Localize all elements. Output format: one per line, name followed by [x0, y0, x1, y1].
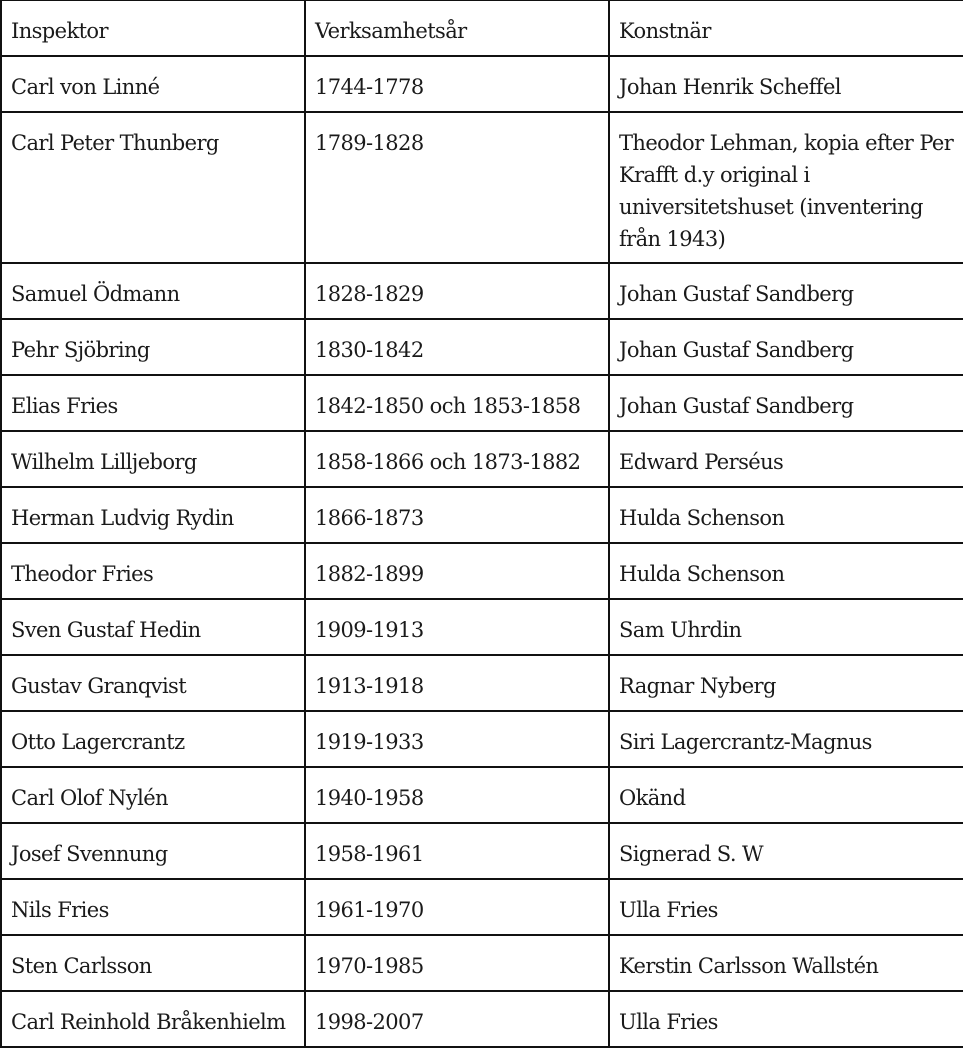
cell-inspektor: Josef Svennung — [1, 823, 305, 879]
table-row — [1, 767, 963, 823]
header-cell-inspektor: Inspektor — [1, 1, 305, 57]
cell-konstnar: Ulla Fries — [609, 991, 963, 1047]
cell-konstnar: Signerad S. W — [609, 823, 963, 879]
table-row — [1, 375, 963, 431]
table-row — [1, 599, 963, 655]
cell-konstnar: Edward Perséus — [609, 431, 963, 487]
table-row — [1, 263, 963, 319]
cell-verksamhetsar: 1789-1828 — [305, 112, 609, 263]
cell-konstnar: Johan Gustaf Sandberg — [609, 319, 963, 375]
table-row — [1, 319, 963, 375]
cell-inspektor: Carl Olof Nylén — [1, 767, 305, 823]
header-cell-konstnar: Konstnär — [609, 1, 963, 57]
cell-konstnar: Johan Henrik Scheffel — [609, 56, 963, 112]
cell-konstnar: Johan Gustaf Sandberg — [609, 375, 963, 431]
cell-verksamhetsar: 1998-2007 — [305, 991, 609, 1047]
cell-inspektor: Theodor Fries — [1, 543, 305, 599]
table-row — [1, 935, 963, 991]
cell-inspektor: Samuel Ödmann — [1, 263, 305, 319]
cell-inspektor: Pehr Sjöbring — [1, 319, 305, 375]
cell-verksamhetsar: 1744-1778 — [305, 56, 609, 112]
cell-konstnar: Sam Uhrdin — [609, 599, 963, 655]
cell-inspektor: Sven Gustaf Hedin — [1, 599, 305, 655]
cell-verksamhetsar: 1866-1873 — [305, 487, 609, 543]
cell-verksamhetsar: 1882-1899 — [305, 543, 609, 599]
table-row — [1, 543, 963, 599]
table-row — [1, 655, 963, 711]
cell-verksamhetsar: 1858-1866 och 1873-1882 — [305, 431, 609, 487]
cell-inspektor: Elias Fries — [1, 375, 305, 431]
table-header-row — [1, 1, 963, 57]
cell-inspektor: Nils Fries — [1, 879, 305, 935]
cell-inspektor: Carl Reinhold Bråkenhielm — [1, 991, 305, 1047]
cell-verksamhetsar: 1830-1842 — [305, 319, 609, 375]
table-row — [1, 487, 963, 543]
cell-verksamhetsar: 1970-1985 — [305, 935, 609, 991]
cell-inspektor: Carl von Linné — [1, 56, 305, 112]
cell-verksamhetsar: 1919-1933 — [305, 711, 609, 767]
table-row — [1, 56, 963, 112]
cell-verksamhetsar: 1961-1970 — [305, 879, 609, 935]
cell-konstnar: Johan Gustaf Sandberg — [609, 263, 963, 319]
cell-inspektor: Otto Lagercrantz — [1, 711, 305, 767]
cell-inspektor: Sten Carlsson — [1, 935, 305, 991]
cell-konstnar: Siri Lagercrantz-Magnus — [609, 711, 963, 767]
cell-konstnar: Ragnar Nyberg — [609, 655, 963, 711]
table-row — [1, 112, 963, 263]
cell-verksamhetsar: 1940-1958 — [305, 767, 609, 823]
table-row — [1, 431, 963, 487]
cell-inspektor: Carl Peter Thunberg — [1, 112, 305, 263]
cell-konstnar: Okänd — [609, 767, 963, 823]
cell-verksamhetsar: 1828-1829 — [305, 263, 609, 319]
table-row — [1, 879, 963, 935]
cell-konstnar: Theodor Lehman, kopia efter Per Krafft d.y original i universitetshuset (inventering från 1943) — [609, 112, 963, 263]
cell-inspektor: Gustav Granqvist — [1, 655, 305, 711]
table-row — [1, 823, 963, 879]
cell-verksamhetsar: 1909-1913 — [305, 599, 609, 655]
table-row — [1, 991, 963, 1047]
cell-konstnar: Hulda Schenson — [609, 543, 963, 599]
cell-verksamhetsar: 1913-1918 — [305, 655, 609, 711]
header-cell-verksamhetsar: Verksamhetsår — [305, 1, 609, 57]
table-row — [1, 711, 963, 767]
cell-inspektor: Wilhelm Lilljeborg — [1, 431, 305, 487]
cell-verksamhetsar: 1958-1961 — [305, 823, 609, 879]
cell-konstnar: Kerstin Carlsson Wallstén — [609, 935, 963, 991]
cell-verksamhetsar: 1842-1850 och 1853-1858 — [305, 375, 609, 431]
cell-konstnar: Hulda Schenson — [609, 487, 963, 543]
cell-inspektor: Herman Ludvig Rydin — [1, 487, 305, 543]
cell-konstnar: Ulla Fries — [609, 879, 963, 935]
